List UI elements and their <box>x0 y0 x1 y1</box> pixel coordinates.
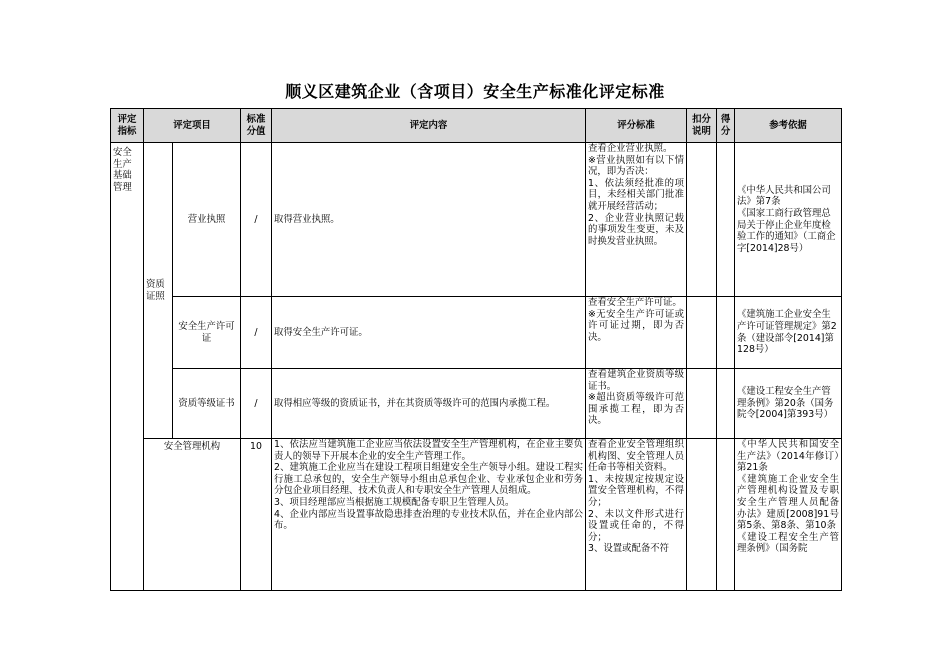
item-cell: 安全生产许可证 <box>173 297 241 369</box>
deduct-cell <box>687 143 717 297</box>
indicator-cell: 安全 生产 基础 管理 <box>111 143 144 591</box>
standards-table <box>110 108 842 591</box>
basis-cell: 《中华人民共和国公司法》第7条 《国家工商行政管理总局关于停止企业年度检验工作的通知》（工商企字[2014]28号） <box>735 143 842 297</box>
basis-cell: 《建设工程安全生产管理条例》第20条（国务院令[2004]第393号） <box>735 369 842 439</box>
deduct-cell <box>687 439 717 591</box>
score-cell: / <box>241 297 272 369</box>
content-cell: 取得安全生产许可证。 <box>272 297 586 369</box>
basis-cell: 《建筑施工企业安全生产许可证管理规定》第2条（建设部令[2014]第128号） <box>735 297 842 369</box>
group-cell: 资质 证照 <box>144 143 173 439</box>
item-cell: 资质等级证书 <box>173 369 241 439</box>
content-cell: 取得相应等级的资质证书，并在其资质等级许可的范围内承揽工程。 <box>272 369 586 439</box>
score-cell: / <box>241 143 272 297</box>
header-content: 评定内容 <box>272 109 586 143</box>
header-deduct: 扣分 说明 <box>687 109 717 143</box>
basis-cell: 《中华人民共和国安全生产法》（2014年修订）第21条 《建筑施工企业安全生产管理机构设置及专职安全生产管理人员配备办法》建质[2008]91号第5条、第8条、第10条 《建设工程安全生产管理条例》（国务院 <box>735 439 842 591</box>
criteria-cell: 查看建筑企业资质等级证书。 ※超出资质等级许可范围承揽工程，即为否决。 <box>586 369 687 439</box>
got-cell <box>717 369 735 439</box>
score-cell: 10 <box>241 439 272 591</box>
criteria-cell: 查看安全生产许可证。 ※无安全生产许可证或许可证过期，即为否决。 <box>586 297 687 369</box>
header-score: 标准 分值 <box>241 109 272 143</box>
item-cell: 安全管理机构 <box>144 439 241 591</box>
criteria-cell: 查看企业营业执照。 ※营业执照如有以下情况，即为否决： 1、依法须经批准的项目，未经相关部门批准就开展经营活动； 2、企业营业执照记载的事项发生变更，未及时换发营业执照。 <box>586 143 687 297</box>
header-got: 得 分 <box>717 109 735 143</box>
table-row <box>111 143 842 297</box>
content-cell: 取得营业执照。 <box>272 143 586 297</box>
got-cell <box>717 439 735 591</box>
table-row <box>111 439 842 591</box>
item-cell: 营业执照 <box>173 143 241 297</box>
deduct-cell <box>687 297 717 369</box>
criteria-cell: 查看企业安全管理组织机构图、安全管理人员任命书等相关资料。 1、未按规定按规定设置安全管理机构，不得分； 2、未以文件形式进行设置或任命的，不得分； 3、设置或配备不符 <box>586 439 687 591</box>
header-indicator: 评定 指标 <box>111 109 144 143</box>
table-row <box>111 369 842 439</box>
page-title: 顺义区建筑企业（含项目）安全生产标准化评定标准 <box>285 82 665 101</box>
header-item: 评定项目 <box>144 109 241 143</box>
got-cell <box>717 143 735 297</box>
got-cell <box>717 297 735 369</box>
header-criteria: 评分标准 <box>586 109 687 143</box>
header-basis: 参考依据 <box>735 109 842 143</box>
header-row <box>111 109 842 143</box>
deduct-cell <box>687 369 717 439</box>
content-cell: 1、依法应当建筑施工企业应当依法设置安全生产管理机构，在企业主要负责人的领导下开展本企业的安全生产管理工作。 2、建筑施工企业应当在建设工程项目组建安全生产领导小组。建设工程实行施工总承包的，安全生产领导小组由总承包企业、专业承包企业和劳务分包企业项目经理、技术负责人和专职安全生产管理人员组成。 3、项目经理部应当根据施工规模配备专职卫生管理人员。 4、企业内部应当设置事故隐患排查治理的专业技术队伍，并在企业内部公布。 <box>272 439 586 591</box>
table-row <box>111 297 842 369</box>
score-cell: / <box>241 369 272 439</box>
